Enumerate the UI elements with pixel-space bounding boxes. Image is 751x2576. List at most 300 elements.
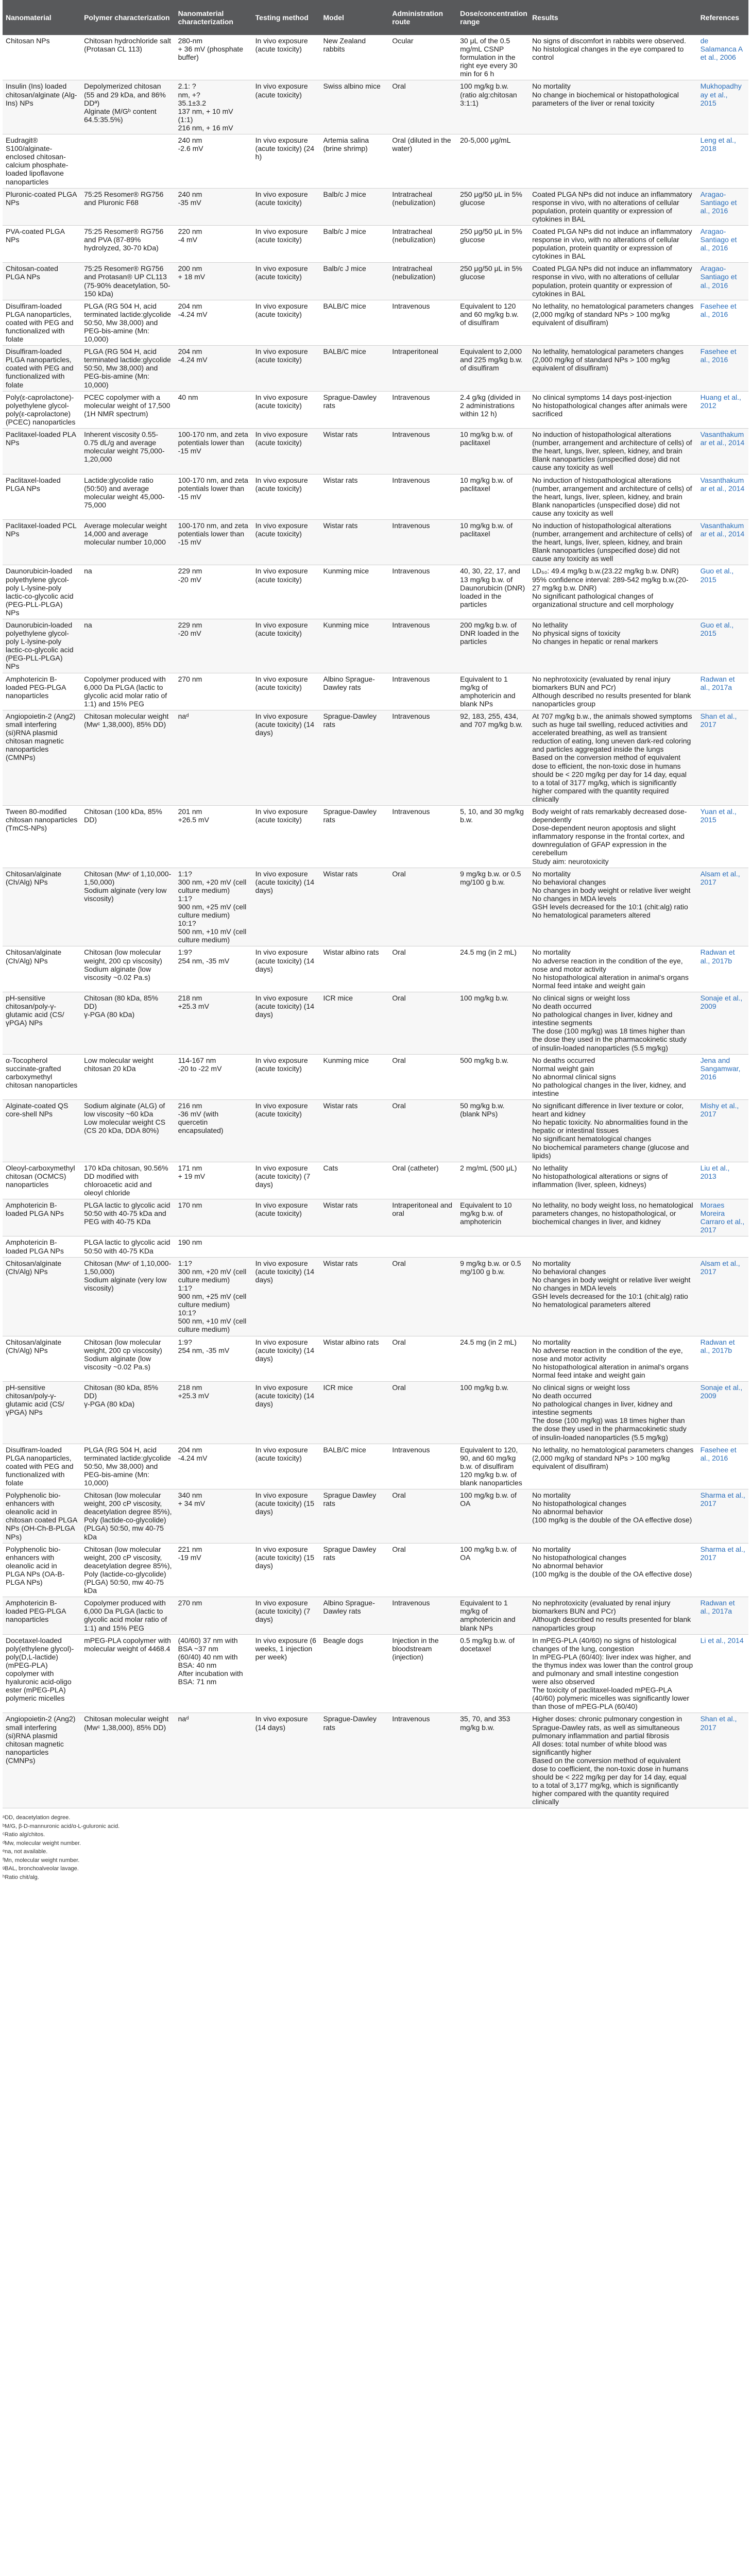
cell-results: No lethality No histopathological alterations or signs of inflammation (liver, spleen, kidneys) <box>529 1162 697 1199</box>
cell-characterization: 100-170 nm, and zeta potentials lower than -15 mV <box>175 429 252 474</box>
table-row <box>3 868 748 946</box>
cell-results: No lethality, no hematological parameters changes (2,000 mg/kg of standard NPs > 100 mg/kg equivalent of disulfiram) <box>529 300 697 345</box>
cell-nanomaterial: Paclitaxel-loaded PLGA NPs <box>3 474 81 519</box>
cell-results: No lethality, no body weight loss, no hematological parameters changes, no histopathological, or biochemical changes in liver, and kidney <box>529 1199 697 1236</box>
cell-model: Sprague-Dawley rats <box>320 391 389 428</box>
cell-dose: 10 mg/kg b.w. of paclitaxel <box>457 474 529 519</box>
cell-testing-method: In vivo exposure (acute toxicity) (7 days) <box>252 1162 320 1199</box>
table-row <box>3 391 748 428</box>
cell-route: Intravenous <box>389 805 457 868</box>
table-row <box>3 474 748 519</box>
cell-model: Cats <box>320 1162 389 1199</box>
cell-testing-method: In vivo exposure (14 days) <box>252 1713 320 1808</box>
cell-testing-method: In vivo exposure (acute toxicity) (14 days) <box>252 1257 320 1336</box>
cell-polymer: Chitosan molecular weight (Mwᶜ 1,38,000), 85% DD) <box>81 710 175 805</box>
table-row <box>3 1543 748 1597</box>
footnote: ᵉna, not available. <box>3 1849 48 1855</box>
footnote: ᵇM/G, β-D-mannuronic acid/α-L-guluronic acid. <box>3 1823 120 1829</box>
cell-polymer: Low molecular weight chitosan 20 kDa <box>81 1054 175 1099</box>
cell-model: Sprague-Dawley rats <box>320 1713 389 1808</box>
cell-reference[interactable]: Shan et al., 2017 <box>697 1713 748 1808</box>
cell-polymer: Chitosan molecular weight (Mwᶜ 1,38,000), 85% DD) <box>81 1713 175 1808</box>
cell-reference[interactable]: Radwan et al., 2017b <box>697 946 748 992</box>
cell-dose: Equivalent to 1 mg/kg of amphotericin and blank NPs <box>457 673 529 710</box>
cell-results: No lethality No physical signs of toxicity No changes in hepatic or renal markers <box>529 619 697 673</box>
cell-testing-method: In vivo exposure (acute toxicity) <box>252 225 320 262</box>
cell-reference[interactable]: Huang et al., 2012 <box>697 391 748 428</box>
cell-reference[interactable]: Alsam et al., 2017 <box>697 1257 748 1336</box>
cell-testing-method: In vivo exposure (acute toxicity) <box>252 805 320 868</box>
cell-reference[interactable]: de Salamanca A et al., 2006 <box>697 35 748 80</box>
cell-polymer: 170 kDa chitosan, 90.56% DD modified with chloroacetic acid and oleoyl chloride <box>81 1162 175 1199</box>
cell-testing-method: In vivo exposure (acute toxicity) (14 days) <box>252 1336 320 1381</box>
table-row <box>3 805 748 868</box>
cell-reference[interactable]: Sonaje et al., 2009 <box>697 1381 748 1444</box>
cell-model: Swiss albino mice <box>320 80 389 134</box>
cell-testing-method: In vivo exposure (acute toxicity) <box>252 80 320 134</box>
cell-route: Intratracheal (nebulization) <box>389 188 457 225</box>
cell-nanomaterial: Daunorubicin-loaded polyethylene glycol-poly L-lysine-poly lactic-co-glycolic acid (PEG-PLL-PLGA) NPs <box>3 565 81 619</box>
cell-results <box>529 134 697 189</box>
cell-nanomaterial: α-Tocopherol succinate-grafted carboxymethyl chitosan nanoparticles <box>3 1054 81 1099</box>
cell-route: Intratracheal (nebulization) <box>389 225 457 262</box>
cell-route: Oral <box>389 946 457 992</box>
cell-nanomaterial: Disulfiram-loaded PLGA nanoparticles, coated with PEG and functionalized with folate <box>3 300 81 345</box>
cell-results: No mortality No behavioral changes No changes in body weight or relative liver weight No changes in MDA levels GSH levels decreased for the 10:1 (chit:alg) ratio No hematological parameters altered <box>529 868 697 946</box>
cell-testing-method <box>252 1236 320 1257</box>
cell-testing-method: In vivo exposure (acute toxicity) (14 days) <box>252 1381 320 1444</box>
cell-dose: Equivalent to 1 mg/kg of amphotericin and blank NPs <box>457 1597 529 1634</box>
header-testing-method: Testing method <box>252 0 320 35</box>
cell-testing-method: In vivo exposure (acute toxicity) <box>252 263 320 300</box>
cell-results: No mortality No behavioral changes No changes in body weight or relative liver weight No changes in MDA levels GSH levels decreased for the 10:1 (chit:alg) ratio No hematological parameters altered <box>529 1257 697 1336</box>
cell-nanomaterial: Chitosan-coated PLGA NPs <box>3 263 81 300</box>
table-body <box>3 35 748 1808</box>
cell-model: Sprague Dawley rats <box>320 1489 389 1544</box>
cell-model: Wistar rats <box>320 519 389 565</box>
cell-characterization: 240 nm -2.6 mV <box>175 134 252 189</box>
cell-polymer: PCEC copolymer with a molecular weight of 17,500 (1H NMR spectrum) <box>81 391 175 428</box>
cell-route: Intraperitoneal and oral <box>389 1199 457 1236</box>
table-row <box>3 1054 748 1099</box>
cell-testing-method: In vivo exposure (acute toxicity) (14 days) <box>252 710 320 805</box>
cell-route: Oral <box>389 1381 457 1444</box>
cell-dose: 35, 70, and 353 mg/kg b.w. <box>457 1713 529 1808</box>
cell-model: ICR mice <box>320 1381 389 1444</box>
cell-route: Ocular <box>389 35 457 80</box>
cell-characterization: 270 nm <box>175 673 252 710</box>
cell-results: No nephrotoxicity (evaluated by renal injury biomarkers BUN and PCr) Although described no results presented for blank nanoparticles group <box>529 673 697 710</box>
cell-route: Intravenous <box>389 300 457 345</box>
cell-nanomaterial: Paclitaxel-loaded PLA NPs <box>3 429 81 474</box>
cell-dose: 24.5 mg (in 2 mL) <box>457 946 529 992</box>
cell-polymer: PLGA (RG 504 H, acid terminated lactide:glycolide 50:50, Mw 38,000) and PEG-bis-amine (Mn: 10,000) <box>81 1444 175 1489</box>
cell-characterization: 100-170 nm, and zeta potentials lower than -15 mV <box>175 519 252 565</box>
cell-polymer: na <box>81 565 175 619</box>
cell-reference[interactable]: Sharma et al., 2017 <box>697 1543 748 1597</box>
cell-reference[interactable]: Leng et al., 2018 <box>697 134 748 189</box>
cell-reference[interactable]: Guo et al., 2015 <box>697 619 748 673</box>
cell-route: Intravenous <box>389 619 457 673</box>
cell-model: BALB/C mice <box>320 300 389 345</box>
table-row <box>3 946 748 992</box>
cell-route: Oral <box>389 868 457 946</box>
table-row <box>3 710 748 805</box>
cell-results: LD₅₀: 49.4 mg/kg b.w.(23.22 mg/kg b.w. DNR) 95% confidence interval: 289-542 mg/kg b.w.(20-27 mg/kg b.w. DNR) No significant pathological changes of organizational structure and cell morphology <box>529 565 697 619</box>
table-row <box>3 35 748 80</box>
cell-results: No mortality No histopathological changes No abnormal behavior (100 mg/kg is the double of the OA effective dose) <box>529 1489 697 1544</box>
cell-route: Oral <box>389 1543 457 1597</box>
footnote: ᶜRatio alg/chitos. <box>3 1832 45 1838</box>
cell-model: ICR mice <box>320 992 389 1054</box>
cell-reference[interactable]: Mukhopadhyay et al., 2015 <box>697 80 748 134</box>
cell-dose: 9 mg/kg b.w. or 0.5 mg/100 g b.w. <box>457 868 529 946</box>
cell-nanomaterial: Pluronic-coated PLGA NPs <box>3 188 81 225</box>
cell-dose: 40, 30, 22, 17, and 13 mg/kg b.w. of Daunorubicin (DNR) loaded in the particles <box>457 565 529 619</box>
cell-reference[interactable]: Radwan et al., 2017a <box>697 673 748 710</box>
table-row <box>3 1100 748 1162</box>
cell-nanomaterial: Paclitaxel-loaded PCL NPs <box>3 519 81 565</box>
cell-polymer: Depolymerized chitosan (55 and 29 kDa, and 86% DDª) Alginate (M/Gᵇ content 64.5:35.5%) <box>81 80 175 134</box>
cell-dose: 100 mg/kg b.w. of OA <box>457 1543 529 1597</box>
cell-dose: 100 mg/kg b.w. <box>457 1381 529 1444</box>
cell-results: No mortality No adverse reaction in the condition of the eye, nose and motor activity No histopathological alteration in animal's organs Normal feed intake and weight gain <box>529 946 697 992</box>
table-row <box>3 1199 748 1236</box>
cell-polymer: Chitosan (Mwᶜ of 1,10,000-1,50,000) Sodium alginate (very low viscosity) <box>81 868 175 946</box>
cell-nanomaterial: Angiopoietin-2 (Ang2) small interfering (si)RNA plasmid chitosan magnetic nanoparticles (CMNPs) <box>3 710 81 805</box>
cell-nanomaterial: Chitosan/alginate (Ch/Alg) NPs <box>3 868 81 946</box>
table-footnotes <box>3 1814 748 1882</box>
cell-testing-method: In vivo exposure (acute toxicity) (15 days) <box>252 1489 320 1544</box>
cell-reference[interactable]: Aragao-Santiago et al., 2016 <box>697 188 748 225</box>
cell-results: No mortality No adverse reaction in the condition of the eye, nose and motor activity No histopathological alteration in animal's organs Normal feed intake and weight gain <box>529 1336 697 1381</box>
cell-polymer: Chitosan (100 kDa, 85% DD) <box>81 805 175 868</box>
cell-testing-method: In vivo exposure (acute toxicity) <box>252 1054 320 1099</box>
cell-nanomaterial: Chitosan/alginate (Ch/Alg) NPs <box>3 1257 81 1336</box>
table-row <box>3 1444 748 1489</box>
cell-model: Sprague-Dawley rats <box>320 805 389 868</box>
cell-reference[interactable]: Fasehee et al., 2016 <box>697 1444 748 1489</box>
cell-testing-method: In vivo exposure (acute toxicity) <box>252 300 320 345</box>
cell-reference[interactable]: Alsam et al., 2017 <box>697 868 748 946</box>
table-row <box>3 1489 748 1544</box>
cell-model: Wistar albino rats <box>320 946 389 992</box>
table-row <box>3 1162 748 1199</box>
cell-reference[interactable]: Yuan et al., 2015 <box>697 805 748 868</box>
cell-route: Oral (catheter) <box>389 1162 457 1199</box>
header-polymer-characterization: Polymer characterization <box>81 0 175 35</box>
cell-reference[interactable]: Vasanthakumar et al., 2014 <box>697 519 748 565</box>
cell-nanomaterial: Polyphenolic bio-enhancers with oleanolic acid in PLGA NPs (OA-B-PLGA NPs) <box>3 1543 81 1597</box>
cell-polymer <box>81 134 175 189</box>
cell-characterization: 204 nm -4.24 mV <box>175 1444 252 1489</box>
cell-route: Intravenous <box>389 1597 457 1634</box>
cell-dose: 10 mg/kg b.w. of paclitaxel <box>457 429 529 474</box>
cell-model: Wistar rats <box>320 868 389 946</box>
cell-characterization: naᵈ <box>175 710 252 805</box>
cell-results: No mortality No change in biochemical or histopathological parameters of the liver or renal toxicity <box>529 80 697 134</box>
cell-characterization: 201 nm +26.5 mV <box>175 805 252 868</box>
cell-characterization: 280-nm + 36 mV (phosphate buffer) <box>175 35 252 80</box>
cell-reference[interactable]: Aragao-Santiago et al., 2016 <box>697 225 748 262</box>
cell-model: Kunming mice <box>320 565 389 619</box>
cell-dose: 2 mg/mL (500 μL) <box>457 1162 529 1199</box>
cell-route: Oral <box>389 80 457 134</box>
cell-polymer: Average molecular weight 14,000 and average molecular number 10,000 <box>81 519 175 565</box>
cell-reference[interactable]: Li et al., 2014 <box>697 1634 748 1713</box>
cell-dose: 500 mg/kg b.w. <box>457 1054 529 1099</box>
table-row <box>3 300 748 345</box>
cell-route: Oral <box>389 1489 457 1544</box>
cell-characterization: 229 nm -20 mV <box>175 619 252 673</box>
cell-results: No clinical symptoms 14 days post-injection No histopathological changes after animals were sacrificed <box>529 391 697 428</box>
cell-characterization: 1:1? 300 nm, +20 mV (cell culture medium) 1:1? 900 nm, +25 mV (cell culture medium) 10:1? 500 nm, +10 mV (cell culture medium) <box>175 868 252 946</box>
table-row <box>3 1597 748 1634</box>
cell-dose: Equivalent to 10 mg/kg b.w. of amphotericin <box>457 1199 529 1236</box>
cell-characterization: 114-167 nm -20 to -22 mV <box>175 1054 252 1099</box>
cell-results: Higher doses: chronic pulmonary congestion in Sprague-Dawley rats, as well as simultaneous pulmonary inflammation and partial fibrosis All doses: total number of white blood was significantly higher Based on the conversion method of equivalent dose to coefficient, the non-toxic dose in humans should be < 222 mg/kg per day for 14 day, equal to a total of 3,177 mg/kg, which is significantly higher compared with the quantity required clinically <box>529 1713 697 1808</box>
cell-polymer: Chitosan (low molecular weight, 200 cp viscosity) Sodium alginate (low viscosity ~0.02 Pa.s) <box>81 946 175 992</box>
cell-model: New Zealand rabbits <box>320 35 389 80</box>
cell-dose: 100 mg/kg b.w. <box>457 992 529 1054</box>
cell-route: Oral <box>389 1100 457 1162</box>
cell-results: No nephrotoxicity (evaluated by renal injury biomarkers BUN and PCr) Although described no results presented for blank nanoparticles group <box>529 1597 697 1634</box>
cell-results <box>529 1236 697 1257</box>
table-row <box>3 429 748 474</box>
cell-testing-method: In vivo exposure (acute toxicity) <box>252 188 320 225</box>
cell-nanomaterial: Amphotericin B-loaded PLGA NPs <box>3 1236 81 1257</box>
cell-route: Intravenous <box>389 1444 457 1489</box>
cell-model <box>320 1236 389 1257</box>
cell-reference[interactable]: Fasehee et al., 2016 <box>697 300 748 345</box>
cell-route: Intravenous <box>389 429 457 474</box>
cell-dose: 92, 183, 255, 434, and 707 mg/kg b.w. <box>457 710 529 805</box>
table-row <box>3 619 748 673</box>
cell-dose: 250 μg/50 μL in 5% glucose <box>457 188 529 225</box>
cell-model: BALB/C mice <box>320 1444 389 1489</box>
cell-reference[interactable]: Radwan et al., 2017a <box>697 1597 748 1634</box>
cell-polymer: Chitosan (Mwᶜ of 1,10,000-1,50,000) Sodium alginate (very low viscosity) <box>81 1257 175 1336</box>
cell-polymer: Copolymer produced with 6,000 Da PLGA (lactic to glycolic acid molar ratio of 1:1) and 15% PEG <box>81 673 175 710</box>
cell-dose <box>457 1236 529 1257</box>
cell-model: Balb/c J mice <box>320 225 389 262</box>
cell-dose: 250 μg/50 μL in 5% glucose <box>457 225 529 262</box>
cell-polymer: 75:25 Resomer® RG756 and PVA (87-89% hydrolyzed, 30-70 kDa) <box>81 225 175 262</box>
cell-characterization: 204 nm -4.24 mV <box>175 300 252 345</box>
cell-nanomaterial: Amphotericin B-loaded PEG-PLGA nanoparticles <box>3 1597 81 1634</box>
table-row <box>3 134 748 189</box>
cell-characterization: 1:9? 254 nm, -35 mV <box>175 946 252 992</box>
cell-results: No clinical signs or weight loss No death occurred No pathological changes in liver, kidney and intestine segments The dose (100 mg/kg) was 18 times higher than the dose they used in the pharmacokinetic study of insulin-loaded nanoparticles (5.5 mg/kg) <box>529 1381 697 1444</box>
cell-dose: 30 μL of the 0.5 mg/mL CSNP formulation in the right eye every 30 min for 6 h <box>457 35 529 80</box>
cell-testing-method: In vivo exposure (acute toxicity) <box>252 429 320 474</box>
cell-testing-method: In vivo exposure (acute toxicity) <box>252 619 320 673</box>
cell-model: Sprague-Dawley rats <box>320 710 389 805</box>
cell-testing-method: In vivo exposure (6 weeks, 1 injection per week) <box>252 1634 320 1713</box>
cell-results: Body weight of rats remarkably decreased dose-dependently Dose-dependent neuron apoptosis and slight inflammatory response in the frontal cortex, and downregulation of GFAP expression in the cerebellum Study aim: neurotoxicity <box>529 805 697 868</box>
cell-results: At 707 mg/kg b.w., the animals showed symptoms such as huge tail swelling, reduced activities and accelerated breathing, as well as transient reduction of eating, long uneven dark-red coloring and particles aggregated inside the lungs Based on the conversion method of equivalent dose to efficient, the non-toxic dose in humans should be < 220 mg/kg per day for 14 day, equal to a total of 3177 mg/kg, which is significantly higher compared with the quantity required clinically <box>529 710 697 805</box>
cell-model: Wistar rats <box>320 1199 389 1236</box>
footnote: ᵃDD, deacetylation degree. <box>3 1815 71 1821</box>
toxicity-table <box>3 0 748 1808</box>
cell-testing-method: In vivo exposure (acute toxicity) <box>252 673 320 710</box>
footnote: ᵈMw, molecular weight number. <box>3 1840 81 1846</box>
cell-dose: 0.5 mg/kg b.w. of docetaxel <box>457 1634 529 1713</box>
cell-model: Artemia salina (brine shrimp) <box>320 134 389 189</box>
table-row <box>3 80 748 134</box>
cell-reference[interactable]: Sonaje et al., 2009 <box>697 992 748 1054</box>
cell-characterization: 218 nm +25.3 mV <box>175 992 252 1054</box>
cell-characterization: naᵈ <box>175 1713 252 1808</box>
cell-dose: Equivalent to 120 and 60 mg/kg b.w. of disulfiram <box>457 300 529 345</box>
header-nanomaterial: Nanomaterial <box>3 0 81 35</box>
table-row <box>3 992 748 1054</box>
cell-model: Kunming mice <box>320 1054 389 1099</box>
footnote: ᶠMn, molecular weight number. <box>3 1857 80 1863</box>
cell-nanomaterial: Tween 80-modified chitosan nanoparticles (TmCS-NPs) <box>3 805 81 868</box>
cell-results: No lethality, hematological parameters changes (2,000 mg/kg of standard NPs > 100 mg/kg equivalent of disulfiram) <box>529 346 697 391</box>
cell-dose: 9 mg/kg b.w. or 0.5 mg/100 g b.w. <box>457 1257 529 1336</box>
cell-reference[interactable]: Guo et al., 2015 <box>697 565 748 619</box>
cell-dose: 10 mg/kg b.w. of paclitaxel <box>457 519 529 565</box>
cell-results: Coated PLGA NPs did not induce an inflammatory response in vivo, with no alterations of cellular population, protein quantity or expression of cytokines in BAL <box>529 263 697 300</box>
cell-polymer: Chitosan hydrochloride salt (Protasan CL 113) <box>81 35 175 80</box>
cell-nanomaterial: Angiopoietin-2 (Ang2) small interfering (si)RNA plasmid chitosan magnetic nanoparticles (CMNPs) <box>3 1713 81 1808</box>
cell-nanomaterial: PVA-coated PLGA NPs <box>3 225 81 262</box>
cell-reference[interactable]: Sharma et al., 2017 <box>697 1489 748 1544</box>
cell-route: Oral <box>389 1336 457 1381</box>
cell-nanomaterial: Alginate-coated QS core-shell NPs <box>3 1100 81 1162</box>
cell-nanomaterial: Disulfiram-loaded PLGA nanoparticles, coated with PEG and functionalized with folate <box>3 1444 81 1489</box>
header-dose-concentration: Dose/concentration range <box>457 0 529 35</box>
cell-results: No significant difference in liver texture or color, heart and kidney No hepatic toxicity. No abnormalities found in the hepatic or intestinal tissues No significant hematological changes No biochemical parameters change (glucose and lipids) <box>529 1100 697 1162</box>
cell-dose: 250 μg/50 μL in 5% glucose <box>457 263 529 300</box>
cell-testing-method: In vivo exposure (acute toxicity) (7 days) <box>252 1597 320 1634</box>
cell-route: Oral <box>389 992 457 1054</box>
cell-reference[interactable]: Vasanthakumar et al., 2014 <box>697 429 748 474</box>
cell-polymer: mPEG-PLA copolymer with molecular weight of 4468.4 <box>81 1634 175 1713</box>
cell-nanomaterial: Chitosan/alginate (Ch/Alg) NPs <box>3 1336 81 1381</box>
cell-polymer: Copolymer produced with 6,000 Da PLGA (lactic to glycolic acid molar ratio of 1:1) and 15% PEG <box>81 1597 175 1634</box>
cell-results: No deaths occurred Normal weight gain No abnormal clinical signs No pathological changes in the liver, kidney, and intestine <box>529 1054 697 1099</box>
cell-characterization: 200 nm + 18 mV <box>175 263 252 300</box>
cell-model: Wistar rats <box>320 1100 389 1162</box>
cell-dose: Equivalent to 120, 90, and 60 mg/kg b.w. of disulfiram 120 mg/kg b.w. of blank nanoparticles <box>457 1444 529 1489</box>
cell-model: Albino Sprague-Dawley rats <box>320 673 389 710</box>
cell-testing-method: In vivo exposure (acute toxicity) <box>252 474 320 519</box>
cell-route: Intraperitoneal <box>389 346 457 391</box>
cell-model: Wistar rats <box>320 1257 389 1336</box>
cell-results: In mPEG-PLA (40/60) no signs of histological changes of the lung, congestion In mPEG-PLA (60/40): liver index was higher, and the thymus index was lower than the control group and pulmonary and small intestine congestion were also observed The toxicity of paclitaxel-loaded mPEG-PLA (40/60) polymeric micelles was significantly lower than those of mPEG-PLA (60/40) <box>529 1634 697 1713</box>
cell-route: Intravenous <box>389 391 457 428</box>
cell-reference[interactable]: Fasehee et al., 2016 <box>697 346 748 391</box>
footnote: ᵍBAL, bronchoalveolar lavage. <box>3 1866 79 1872</box>
cell-nanomaterial: Oleoyl-carboxymethyl chitosan (OCMCS) nanoparticles <box>3 1162 81 1199</box>
cell-characterization: 40 nm <box>175 391 252 428</box>
cell-model: Kunming mice <box>320 619 389 673</box>
cell-characterization: 240 nm -35 mV <box>175 188 252 225</box>
cell-reference[interactable]: Liu et al., 2013 <box>697 1162 748 1199</box>
cell-route: Injection in the bloodstream (injection) <box>389 1634 457 1713</box>
table-header-row <box>3 0 748 35</box>
cell-dose: 2.4 g/kg (divided in 2 administrations within 12 h) <box>457 391 529 428</box>
cell-reference[interactable]: Jena and Sangamwar, 2016 <box>697 1054 748 1099</box>
cell-nanomaterial: pH-sensitive chitosan/poly-γ-glutamic acid (CS/γPGA) NPs <box>3 992 81 1054</box>
cell-route: Intravenous <box>389 1713 457 1808</box>
cell-characterization: 100-170 nm, and zeta potentials lower than -15 mV <box>175 474 252 519</box>
cell-testing-method: In vivo exposure (acute toxicity) (15 days) <box>252 1543 320 1597</box>
cell-model: Wistar rats <box>320 474 389 519</box>
cell-testing-method: In vivo exposure (acute toxicity) (14 days) <box>252 946 320 992</box>
cell-polymer: Chitosan (low molecular weight, 200 cP viscosity, deacetylation degree 85%), Poly (lactide-co-glycolide) (PLGA) 50:50, mw 40-75 kDa <box>81 1543 175 1597</box>
cell-reference[interactable]: Vasanthakumar et al., 2014 <box>697 474 748 519</box>
cell-testing-method: In vivo exposure (acute toxicity) <box>252 391 320 428</box>
cell-dose: 100 mg/kg b.w. of OA <box>457 1489 529 1544</box>
cell-dose: 20-5,000 μg/mL <box>457 134 529 189</box>
cell-route <box>389 1236 457 1257</box>
cell-testing-method: In vivo exposure (acute toxicity) (14 days) <box>252 868 320 946</box>
cell-reference[interactable]: Mishy et al., 2017 <box>697 1100 748 1162</box>
cell-nanomaterial: pH-sensitive chitosan/poly-γ-glutamic acid (CS/γPGA) NPs <box>3 1381 81 1444</box>
cell-testing-method: In vivo exposure (acute toxicity) (24 h) <box>252 134 320 189</box>
cell-route: Oral <box>389 1257 457 1336</box>
table-row <box>3 565 748 619</box>
cell-route: Intravenous <box>389 474 457 519</box>
cell-nanomaterial: Insulin (Ins) loaded chitosan/alginate (Alg-Ins) NPs <box>3 80 81 134</box>
table-row <box>3 1381 748 1444</box>
cell-polymer: PLGA lactic to glycolic acid 50:50 with 40-75 kDa and PEG with 40-75 KDa <box>81 1199 175 1236</box>
cell-polymer: Sodium alginate (ALG) of low viscosity ~60 kDa Low molecular weight CS (CS 20 kDa, DDA 80%) <box>81 1100 175 1162</box>
cell-characterization: (40/60) 37 nm with BSA ~37 nm (60/40) 40 nm with BSA: 40 nm After incubation with BSA: 71 nm <box>175 1634 252 1713</box>
cell-route: Intravenous <box>389 565 457 619</box>
cell-testing-method: In vivo exposure (acute toxicity) (14 days) <box>252 992 320 1054</box>
cell-results: Coated PLGA NPs did not induce an inflammatory response in vivo, with no alterations of cellular population, protein quantity or expression of cytokines in BAL <box>529 188 697 225</box>
cell-results: No induction of histopathological alterations (number, arrangement and architecture of cells) of the heart, lungs, liver, spleen, kidney, and brain Blank nanoparticles (unspecified dose) did not cause any toxicity as well <box>529 429 697 474</box>
cell-polymer: PLGA lactic to glycolic acid 50:50 with 40-75 KDa <box>81 1236 175 1257</box>
cell-reference[interactable]: Aragao-Santiago et al., 2016 <box>697 263 748 300</box>
cell-characterization: 1:9? 254 nm, -35 mV <box>175 1336 252 1381</box>
cell-testing-method: In vivo exposure (acute toxicity) <box>252 519 320 565</box>
cell-nanomaterial: Eudragit® S100/alginate-enclosed chitosan-calcium phosphate-loaded lipoflavone nanoparticles <box>3 134 81 189</box>
cell-reference[interactable]: Radwan et al., 2017b <box>697 1336 748 1381</box>
header-results: Results <box>529 0 697 35</box>
table-row <box>3 263 748 300</box>
cell-characterization: 218 nm +25.3 mV <box>175 1381 252 1444</box>
cell-reference[interactable]: Moraes Moreira Carraro et al., 2017 <box>697 1199 748 1236</box>
table-row <box>3 1713 748 1808</box>
cell-reference[interactable] <box>697 1236 748 1257</box>
cell-characterization: 270 nm <box>175 1597 252 1634</box>
cell-model: Wistar rats <box>320 429 389 474</box>
cell-characterization: 340 nm + 34 mV <box>175 1489 252 1544</box>
cell-polymer: 75:25 Resomer® RG756 and Pluronic F68 <box>81 188 175 225</box>
cell-polymer: PLGA (RG 504 H, acid terminated lactide:glycolide 50:50, Mw 38,000) and PEG-bis-amine (Mn: 10,000) <box>81 300 175 345</box>
cell-testing-method: In vivo exposure (acute toxicity) <box>252 565 320 619</box>
cell-characterization: 1:1? 300 nm, +20 mV (cell culture medium) 1:1? 900 nm, +25 mV (cell culture medium) 10:1? 500 nm, +10 mV (cell culture medium) <box>175 1257 252 1336</box>
cell-results: No mortality No histopathological changes No abnormal behavior (100 mg/kg is the double of the OA effective dose) <box>529 1543 697 1597</box>
header-administration-route: Administration route <box>389 0 457 35</box>
cell-results: No induction of histopathological alterations (number, arrangement and architecture of cells) of the heart, lungs, liver, spleen, kidney, and brain Blank nanoparticles (unspecified dose) did not cause any toxicity as well <box>529 474 697 519</box>
cell-characterization: 216 nm -36 mV (with quercetin encapsulated) <box>175 1100 252 1162</box>
cell-model: Sprague Dawley rats <box>320 1543 389 1597</box>
cell-reference[interactable]: Shan et al., 2017 <box>697 710 748 805</box>
cell-polymer: 75:25 Resomer® RG756 and Protasan® UP CL113 (75-90% deacetylation, 50-150 kDa) <box>81 263 175 300</box>
cell-nanomaterial: Amphotericin B-loaded PEG-PLGA nanoparticles <box>3 673 81 710</box>
cell-results: No signs of discomfort in rabbits were observed. No histological changes in the eye compared to control <box>529 35 697 80</box>
cell-model: Balb/c J mice <box>320 188 389 225</box>
footnote: ʰRatio chit/alg. <box>3 1874 39 1880</box>
cell-dose: 50 mg/kg b.w. (blank NPs) <box>457 1100 529 1162</box>
